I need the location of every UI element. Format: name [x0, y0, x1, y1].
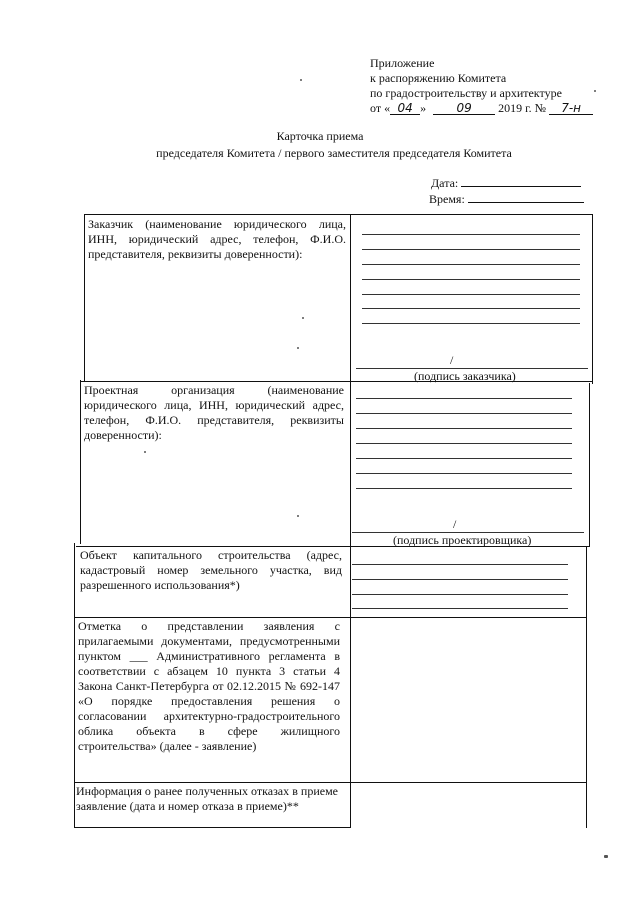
table-border-bottom [74, 827, 351, 828]
table-border-left-3 [74, 543, 75, 828]
customer-signature-caption: (подпись заказчика) [414, 369, 516, 383]
order-day: 04 [390, 102, 420, 115]
customer-fill-line[interactable] [362, 249, 580, 250]
design-org-fill-line[interactable] [356, 413, 572, 414]
table-row-divider-3 [74, 617, 587, 618]
construction-object-fill-line[interactable] [352, 608, 568, 609]
card-subtitle: председателя Комитета / первого заместителя председателя Комитета [156, 146, 512, 160]
order-mid: » [420, 101, 427, 115]
design-org-fill-line[interactable] [356, 488, 572, 489]
table-border-right-3 [586, 546, 587, 828]
appendix-line-2: к распоряжению Комитета [370, 71, 507, 85]
customer-signature-slash: / [450, 353, 454, 367]
design-org-fill-line[interactable] [356, 458, 572, 459]
table-border-left-1 [84, 214, 85, 381]
customer-fill-line[interactable] [362, 308, 580, 309]
design-org-signature-slash: / [453, 517, 457, 531]
card-title: Карточка приема [276, 129, 364, 143]
order-prefix: от « [370, 101, 391, 115]
construction-object-fill-line[interactable] [352, 564, 568, 565]
customer-label: Заказчик (наименование юридического лица, ИНН, юридический адрес, телефон, Ф.И.О. представителя, реквизиты доверенности): [88, 217, 346, 261]
customer-fill-line[interactable] [362, 279, 580, 280]
customer-fill-line[interactable] [362, 294, 580, 295]
design-org-fill-line[interactable] [356, 428, 572, 429]
table-border-left-2 [80, 380, 81, 544]
table-border-right-1 [592, 214, 593, 384]
scan-speck [297, 347, 299, 349]
design-org-label: Проектная организация (наименование юридического лица, ИНН, юридический адрес, телефон, Ф.И.О. представителя, реквизиты доверенности): [84, 383, 344, 442]
scan-speck [604, 855, 608, 858]
table-row-divider-4 [74, 782, 587, 783]
time-input-line[interactable] [468, 191, 584, 203]
scan-speck [594, 90, 596, 92]
date-label: Дата: [431, 176, 459, 190]
order-number: 7-н [549, 102, 593, 115]
table-border-right-2 [589, 383, 590, 547]
prior-refusals-label: Информация о ранее полученных отказах в приеме заявление (дата и номер отказа в приеме)** [76, 784, 338, 813]
scan-speck [300, 79, 302, 81]
customer-fill-line[interactable] [362, 323, 580, 324]
date-input-line[interactable] [461, 175, 581, 187]
scan-speck [302, 317, 304, 319]
order-line [370, 101, 593, 116]
appendix-title: Приложение [370, 56, 435, 70]
time-field [429, 191, 584, 207]
construction-object-fill-line[interactable] [352, 579, 568, 580]
table-border-top [84, 214, 593, 215]
date-field [431, 175, 581, 191]
design-org-fill-line[interactable] [356, 473, 572, 474]
scan-speck [144, 451, 146, 453]
application-mark-label: Отметка о представлении заявления с прилагаемыми документами, предусмотренными пунктом ___ Административного регламента в соответствии с абзацем 10 пункта 3 статьи 4 Закона Санкт-Петербурга от 02.12.2015 № 692-147 «О порядке предоставления решения о согласовании архитектурно-градостроительного облика объекта в сфере жилищного строительства» (далее - заявление) [78, 619, 340, 753]
customer-fill-line[interactable] [362, 234, 580, 235]
design-org-signature-caption: (подпись проектировщика) [393, 533, 532, 547]
time-label: Время: [429, 192, 465, 206]
customer-fill-line[interactable] [362, 264, 580, 265]
construction-object-fill-line[interactable] [352, 594, 568, 595]
order-year: 2019 г. № [498, 101, 547, 115]
design-org-fill-line[interactable] [356, 443, 572, 444]
construction-object-label: Объект капитального строительства (адрес, кадастровый номер земельного участка, вид разрешенного использования*) [80, 548, 342, 592]
order-month: 09 [433, 102, 495, 115]
appendix-header [370, 56, 593, 116]
appendix-line-3: по градостроительству и архитектуре [370, 86, 562, 100]
table-border-middle [350, 214, 351, 828]
design-org-fill-line[interactable] [356, 398, 572, 399]
scan-speck [297, 515, 299, 517]
